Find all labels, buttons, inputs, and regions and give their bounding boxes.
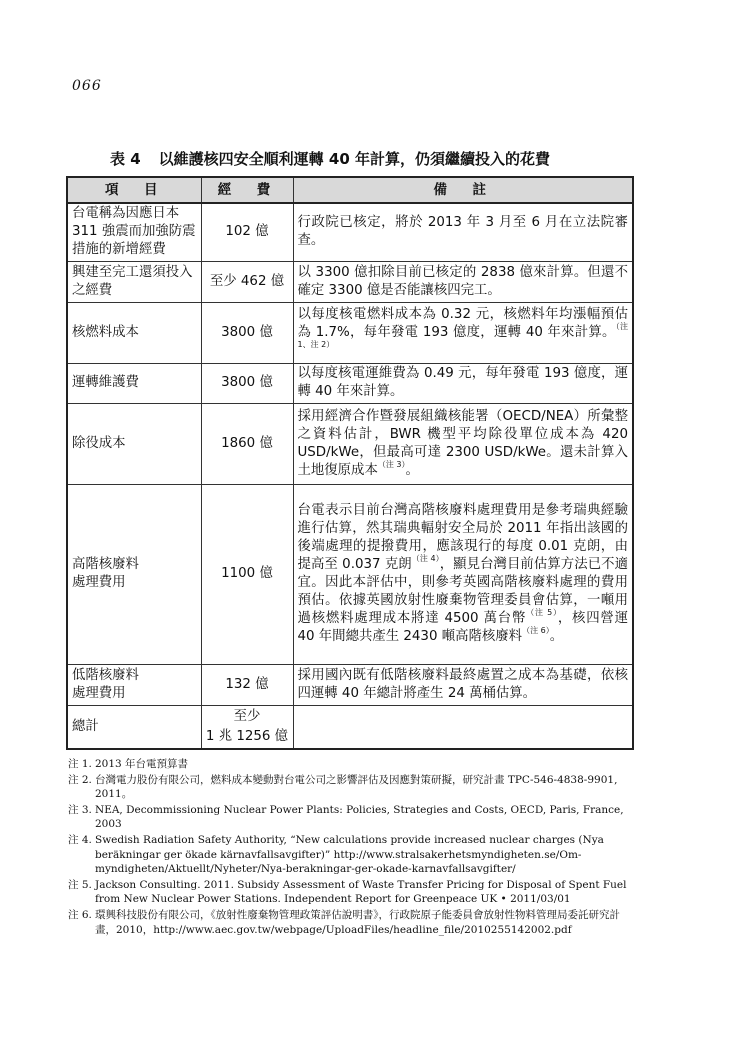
item-line: 高階核廢料: [72, 557, 139, 572]
row-note: 行政院已核定，將於 2013 年 3 月至 6 月在立法院審查。: [293, 203, 633, 261]
row-item: 除役成本: [67, 403, 201, 484]
row-item: 核燃料成本: [67, 302, 201, 363]
footnote-ref: （注 4）: [411, 554, 440, 563]
row-cost: 3800 億: [201, 302, 293, 363]
row-note: 以 3300 億扣除目前已核定的 2838 億來計算。但還不確定 3300 億是否能讓核四完工。: [293, 261, 633, 302]
row-note: 採用國內既有低階核廢料最終處置之成本為基礎，依核四運轉 40 年總計將產生 24 萬桶估算。: [293, 664, 633, 705]
footnote: [68, 908, 634, 937]
header-item: 項 目: [67, 177, 201, 203]
note-text: 採用經濟合作暨發展組織核能署（OECD/NEA）所彙整之資料估計，BWR 機型平均除役單位成本為 420 USD/kWe，但最高可達 2300 USD/kWe。還未計算入土地復原成本: [297, 408, 628, 478]
row-note: [293, 403, 633, 484]
total-line: 至少: [233, 708, 261, 724]
note-text: ，顯見台灣目前估算方法已不適宜。因此本評估中，則參考英國高階核廢料處理的費用預估。依據英國放射性廢棄物管理委員會估算，一噸用過核燃料處理成本將達 4500 萬台幣: [297, 557, 628, 626]
header-cost: 經 費: [201, 177, 293, 203]
footnote-label: 注 5.: [68, 878, 92, 891]
row-cost: 1100 億: [201, 484, 293, 664]
table-row-total: [67, 705, 633, 749]
footnote-text: 台灣電力股份有限公司，燃料成本變動對台電公司之影響評估及因應對策研擬，研究計畫 TPC-546-4838-9901, 2011。: [95, 773, 618, 801]
table-row: [67, 302, 633, 363]
footnote-label: 注 4.: [68, 833, 92, 846]
table-row: [67, 261, 633, 302]
row-note: [293, 705, 633, 749]
row-note: 以每度核電運維費為 0.49 元，每年發電 193 億度，運轉 40 年來計算。: [293, 363, 633, 403]
note-end: 。: [405, 462, 419, 478]
table-label: 表 4: [110, 150, 141, 168]
table-row: [67, 403, 633, 484]
note-text: 以每度核電燃料成本為 0.32 元，核燃料年均漲幅預估為 1.7%，每年發電 193 億度，運轉 40 年來計算。: [297, 306, 628, 340]
footnote: [68, 757, 634, 772]
row-cost: 1860 億: [201, 403, 293, 484]
note-text: ，核四營運 40 年間總共產生 2430 噸高階核廢料: [297, 611, 629, 644]
row-item: 總計: [67, 705, 201, 749]
note-text: 台電表示目前台灣高階核廢料處理費用是參考瑞典經驗進行估算，然其瑞典輻射安全局於 2011 年指出該國的後端處理的提撥費用，應該現行的每度 0.01 克朗，由提高至 0.037 克朗: [297, 503, 628, 572]
row-cost: 132 億: [201, 664, 293, 705]
page-number: 066: [72, 78, 102, 94]
footnote-text: 環興科技股份有限公司，《放射性廢棄物管理政策評估說明書》，行政院原子能委員會放射性物料管理局委託研究計畫，2010，http://www.aec.gov.tw/webpage/UploadFiles/headline_file/2010255142002.pdf: [95, 908, 620, 936]
row-cost: 至少 462 億: [201, 261, 293, 302]
footnote-label: 注 1.: [68, 758, 92, 770]
row-item: 台電稱為因應日本311 強震而加強防震措施的新增經費: [67, 203, 201, 261]
footnote: [68, 833, 634, 877]
footnote-text: NEA, Decommissioning Nuclear Power Plants: Policies, Strategies and Costs, OECD, Paris, France, 2003: [95, 803, 624, 831]
footnote: [68, 803, 634, 832]
table-row: [67, 203, 633, 261]
footnote-ref: （注 1、注 2）: [297, 321, 628, 349]
item-line: 處理費用: [72, 685, 126, 701]
note-text: 。: [549, 629, 564, 644]
item-line: 處理費用: [72, 575, 126, 590]
footnote-text: Swedish Radiation Safety Authority, “New calculations provide increased nuclear charges (Nya beräkningar ger ökade kärnavfallsavgifter)” http://www.stralsakerhetsmyndigheten.se/Om-myndigheten/Aktuellt/Nyheter/Nya-berakningar-ger-okade-karnavfallsavgifter/: [95, 833, 604, 876]
footnotes: [68, 757, 634, 938]
row-item: 運轉維護費: [67, 363, 201, 403]
footnote-ref: （注 3）: [377, 459, 406, 469]
footnote: [68, 773, 634, 802]
footnote-ref: （注 6）: [522, 626, 550, 635]
footnote-text: Jackson Consulting. 2011. Subsidy Assessment of Waste Transfer Pricing for Disposal of Spent Fuel from New Nuclear Power Stations. Independent Report for Greenpeace UK • 2011/03/01: [95, 878, 627, 906]
footnote-label: 注 3.: [68, 803, 92, 816]
table-header-row: [67, 177, 633, 203]
table-caption: 以維護核四安全順利運轉 40 年計算，仍須繼續投入的花費: [158, 150, 550, 168]
footnote-ref: （注 5）: [526, 608, 558, 617]
footnote-label: 注 2.: [68, 773, 92, 786]
row-note: [293, 484, 633, 664]
row-note: [293, 302, 633, 363]
table-row: [67, 664, 633, 705]
header-note: 備 註: [293, 177, 633, 203]
row-item: [67, 484, 201, 664]
row-cost: 3800 億: [201, 363, 293, 403]
footnote-text: 2013 年台電預算書: [95, 758, 189, 770]
cost-table: [66, 176, 634, 750]
footnote-label: 注 6.: [68, 908, 92, 921]
table-row: [67, 363, 633, 403]
total-line: 1 兆 1256 億: [205, 728, 289, 744]
item-line: 低階核廢料: [72, 667, 139, 683]
footnote: [68, 878, 634, 907]
row-cost: [201, 705, 293, 749]
row-item: [67, 664, 201, 705]
row-cost: 102 億: [201, 203, 293, 261]
row-item: 興建至完工還須投入之經費: [67, 261, 201, 302]
table-row: [67, 484, 633, 664]
table-title: [110, 148, 550, 169]
